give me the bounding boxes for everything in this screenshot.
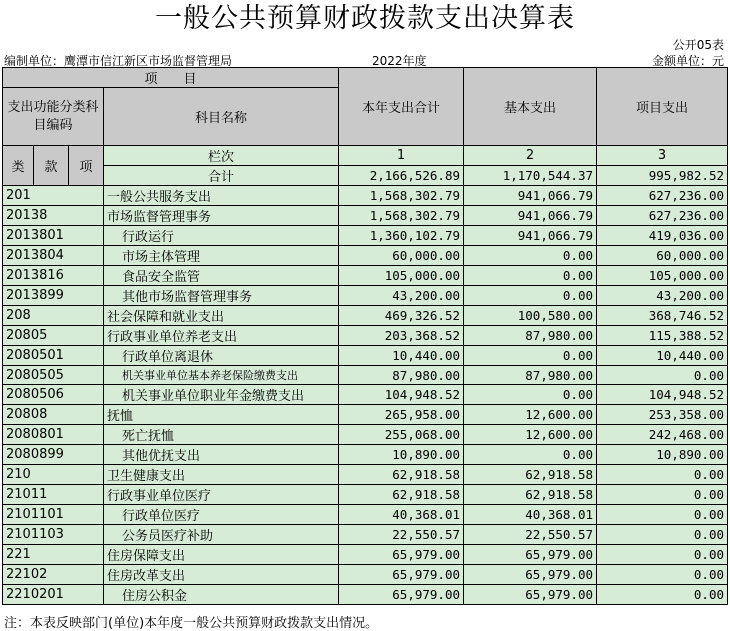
- header-item: 项 目: [3, 68, 339, 88]
- subject-name: 机关事业单位职业年金缴费支出: [104, 385, 339, 405]
- row-project: 0.00: [597, 585, 728, 605]
- row-project: 368,746.52: [597, 306, 728, 326]
- header-total: 本年支出合计: [339, 68, 464, 146]
- row-total: 255,068.00: [339, 425, 464, 445]
- row-project: 0.00: [597, 366, 728, 385]
- row-basic: 0.00: [464, 445, 597, 465]
- row-total: 87,980.00: [339, 366, 464, 385]
- subject-code: 2080801: [3, 425, 104, 445]
- row-project: 0.00: [597, 545, 728, 565]
- subject-name: 行政单位离退休: [104, 346, 339, 366]
- row-project: 10,890.00: [597, 445, 728, 465]
- row-total: 65,979.00: [339, 585, 464, 605]
- row-basic: 0.00: [464, 246, 597, 266]
- table-row: [3, 206, 728, 226]
- row-basic: 12,600.00: [464, 405, 597, 425]
- table-row: [3, 405, 728, 425]
- header-project: 项目支出: [597, 68, 728, 146]
- subject-code: 22102: [3, 565, 104, 585]
- row-project: 627,236.00: [597, 186, 728, 206]
- subject-code: 208: [3, 306, 104, 326]
- row-project: 10,440.00: [597, 346, 728, 366]
- row-total: 10,440.00: [339, 346, 464, 366]
- subject-name: 住房公积金: [104, 585, 339, 605]
- row-total: 105,000.00: [339, 266, 464, 286]
- subject-name: 行政事业单位医疗: [104, 485, 339, 505]
- subject-name: 一般公共服务支出: [104, 186, 339, 206]
- table-row: [3, 445, 728, 465]
- row-total: 1,568,302.79: [339, 206, 464, 226]
- header-kuan: 款: [34, 146, 69, 186]
- subject-code: 2013804: [3, 246, 104, 266]
- row-project: 0.00: [597, 565, 728, 585]
- table-row: [3, 565, 728, 585]
- table-row: [3, 186, 728, 206]
- col-no-1: 1: [339, 146, 464, 166]
- table-row: [3, 366, 728, 385]
- header-code-group: 支出功能分类科目编码: [3, 88, 104, 146]
- total-basic: 1,170,544.37: [464, 166, 597, 186]
- row-total: 40,368.01: [339, 505, 464, 525]
- table-row: [3, 226, 728, 246]
- subject-name: 住房保障支出: [104, 545, 339, 565]
- footnote: 注：本表反映部门(单位)本年度一般公共预算财政拨款支出情况。: [4, 616, 379, 631]
- row-basic: 0.00: [464, 286, 597, 306]
- subject-name: 行政运行: [104, 226, 339, 246]
- subject-code: 2080505: [3, 366, 104, 385]
- report-year: 2022年度: [372, 54, 427, 68]
- subject-code: 201: [3, 186, 104, 206]
- subject-code: 2210201: [3, 585, 104, 605]
- row-project: 43,200.00: [597, 286, 728, 306]
- table-row: [3, 326, 728, 346]
- subject-code: 2101103: [3, 525, 104, 545]
- subject-code: 2080899: [3, 445, 104, 465]
- table-row: [3, 306, 728, 326]
- row-project: 0.00: [597, 485, 728, 505]
- table-row: [3, 485, 728, 505]
- subject-code: 2080501: [3, 346, 104, 366]
- row-basic: 65,979.00: [464, 565, 597, 585]
- row-basic: 22,550.57: [464, 525, 597, 545]
- subject-code: 2080506: [3, 385, 104, 405]
- header-basic: 基本支出: [464, 68, 597, 146]
- subject-code: 221: [3, 545, 104, 565]
- row-total: 265,958.00: [339, 405, 464, 425]
- subject-name: 公务员医疗补助: [104, 525, 339, 545]
- subject-code: 21011: [3, 485, 104, 505]
- subject-name: 行政单位医疗: [104, 505, 339, 525]
- row-total: 43,200.00: [339, 286, 464, 306]
- row-total: 10,890.00: [339, 445, 464, 465]
- subject-code: 210: [3, 465, 104, 485]
- row-total: 62,918.58: [339, 465, 464, 485]
- row-project: 242,468.00: [597, 425, 728, 445]
- row-project: 105,000.00: [597, 266, 728, 286]
- subject-name: 市场主体管理: [104, 246, 339, 266]
- table-row: [3, 266, 728, 286]
- row-basic: 941,066.79: [464, 186, 597, 206]
- header-col-no: 栏次: [104, 146, 339, 166]
- table-row: [3, 585, 728, 605]
- compiling-unit: 编制单位：鹰潭市信江新区市场监督管理局: [4, 54, 233, 68]
- subject-name: 抚恤: [104, 405, 339, 425]
- subject-name: 食品安全监管: [104, 266, 339, 286]
- row-basic: 62,918.58: [464, 465, 597, 485]
- table-row: [3, 246, 728, 266]
- row-total: 203,368.52: [339, 326, 464, 346]
- row-basic: 87,980.00: [464, 366, 597, 385]
- row-total: 469,326.52: [339, 306, 464, 326]
- table-row: [3, 346, 728, 366]
- row-basic: 100,580.00: [464, 306, 597, 326]
- table-row: [3, 505, 728, 525]
- amount-unit: 金额单位：元: [651, 54, 724, 68]
- row-project: 104,948.52: [597, 385, 728, 405]
- subject-name: 死亡抚恤: [104, 425, 339, 445]
- row-basic: 62,918.58: [464, 485, 597, 505]
- table-row: [3, 286, 728, 306]
- row-project: 115,388.52: [597, 326, 728, 346]
- table-row: [3, 525, 728, 545]
- row-total: 22,550.57: [339, 525, 464, 545]
- table-row: [3, 385, 728, 405]
- row-total: 62,918.58: [339, 485, 464, 505]
- table-row: [3, 465, 728, 485]
- row-total: 65,979.00: [339, 565, 464, 585]
- row-basic: 65,979.00: [464, 545, 597, 565]
- row-basic: 0.00: [464, 385, 597, 405]
- table-row: [3, 425, 728, 445]
- total-amount: 2,166,526.89: [339, 166, 464, 186]
- row-project: 60,000.00: [597, 246, 728, 266]
- subject-code: 2013816: [3, 266, 104, 286]
- total-project: 995,982.52: [597, 166, 728, 186]
- row-project: 0.00: [597, 505, 728, 525]
- row-total: 65,979.00: [339, 545, 464, 565]
- row-basic: 40,368.01: [464, 505, 597, 525]
- row-project: 627,236.00: [597, 206, 728, 226]
- row-project: 0.00: [597, 465, 728, 485]
- subject-name: 机关事业单位基本养老保险缴费支出: [104, 366, 339, 385]
- row-project: 0.00: [597, 525, 728, 545]
- row-total: 60,000.00: [339, 246, 464, 266]
- subject-name: 社会保障和就业支出: [104, 306, 339, 326]
- header-xiang: 项: [69, 146, 104, 186]
- table-row: [3, 545, 728, 565]
- subject-code: 20138: [3, 206, 104, 226]
- subject-code: 20808: [3, 405, 104, 425]
- form-number: 公开05表: [672, 38, 724, 52]
- row-basic: 941,066.79: [464, 226, 597, 246]
- subject-name: 住房改革支出: [104, 565, 339, 585]
- report-title: 一般公共预算财政拨款支出决算表: [155, 3, 575, 34]
- row-total: 1,360,102.79: [339, 226, 464, 246]
- subject-code: 20805: [3, 326, 104, 346]
- subject-name: 其他优抚支出: [104, 445, 339, 465]
- row-basic: 65,979.00: [464, 585, 597, 605]
- row-basic: 0.00: [464, 346, 597, 366]
- subject-code: 2013899: [3, 286, 104, 306]
- subject-name: 其他市场监督管理事务: [104, 286, 339, 306]
- col-no-3: 3: [597, 146, 728, 166]
- subject-code: 2101101: [3, 505, 104, 525]
- header-subject-name: 科目名称: [104, 88, 339, 146]
- row-basic: 12,600.00: [464, 425, 597, 445]
- subject-name: 市场监督管理事务: [104, 206, 339, 226]
- row-basic: 87,980.00: [464, 326, 597, 346]
- row-total: 1,568,302.79: [339, 186, 464, 206]
- expenditure-table: [2, 67, 728, 605]
- col-no-2: 2: [464, 146, 597, 166]
- row-basic: 0.00: [464, 266, 597, 286]
- total-row: [3, 166, 728, 186]
- row-basic: 941,066.79: [464, 206, 597, 226]
- header-lei: 类: [3, 146, 34, 186]
- subject-name: 卫生健康支出: [104, 465, 339, 485]
- subject-code: 2013801: [3, 226, 104, 246]
- row-project: 253,358.00: [597, 405, 728, 425]
- subject-name: 行政事业单位养老支出: [104, 326, 339, 346]
- row-project: 419,036.00: [597, 226, 728, 246]
- row-total: 104,948.52: [339, 385, 464, 405]
- total-label: 合计: [104, 166, 339, 186]
